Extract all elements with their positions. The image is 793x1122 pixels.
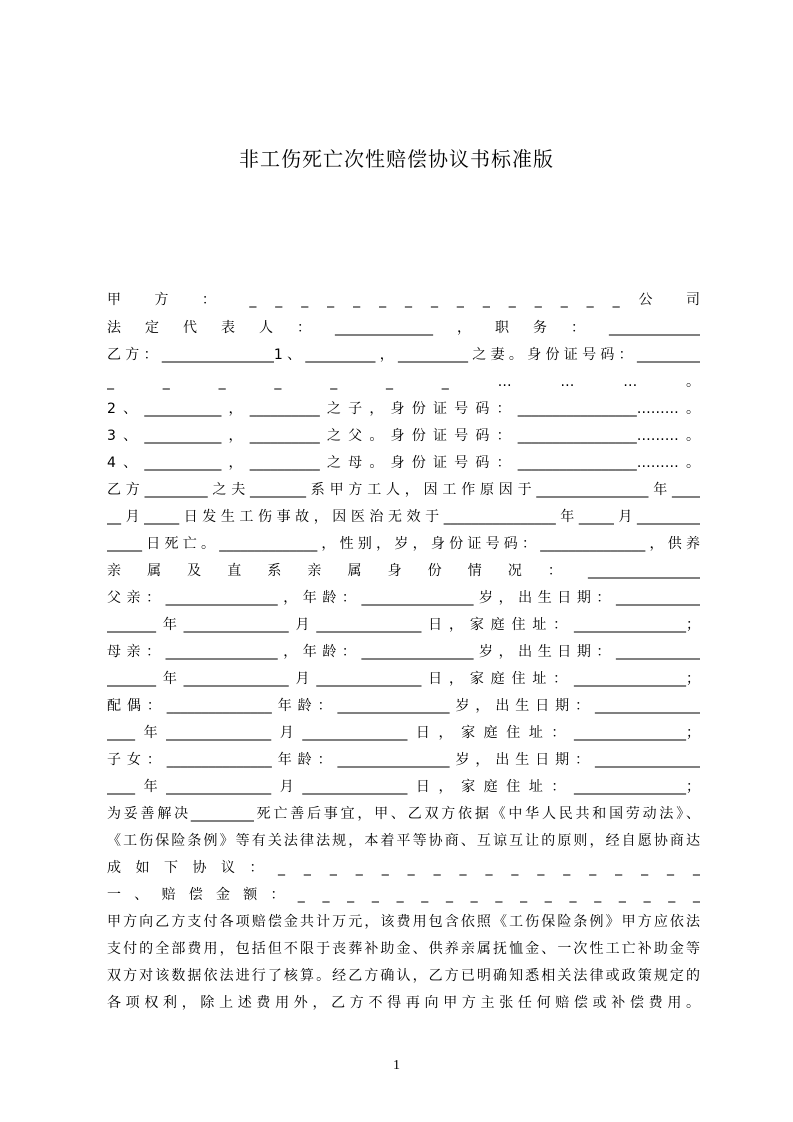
incident-line-1: 乙方_________之夫________系甲方工人，因工作原因于________________年____ xyxy=(107,482,700,498)
compensation-amount-heading: 一、赔偿金额：_ _ _ _ _ _ _ _ _ _ _ _ _ _ _ _ _ xyxy=(107,887,700,903)
compensation-text-line-1: 甲方向乙方支付各项赔偿金共计万元，该费用包含依照《工伤保险条例》甲方应依法 xyxy=(107,914,700,930)
legal-representative-line: 法定代表人：______________，职务：_____________ xyxy=(107,320,700,336)
mother-line: 母亲：________________，年龄：________________岁，出生日期：____________ xyxy=(107,644,700,660)
party-b-member-2-line: 2、___________，__________之子，身份证号码：_________________………。 xyxy=(107,401,700,417)
party-b-member-4-line: 4、___________，__________之母。身份证号码：_________________………。 xyxy=(107,455,700,471)
spouse-address-line: ____年_______________月_______________日，家庭住址：________________； xyxy=(107,725,700,741)
compensation-text-line-3: 双方对该数据依法进行了核算。经乙方确认，乙方已明确知悉相关法律或政策规定的 xyxy=(107,968,700,984)
incident-line-2: __月_____日发生工伤事故，因医治无效于________________年_____月_________ xyxy=(107,509,700,525)
party-b-line: 乙方：________________1、__________，__________之妻。身份证号码：_________ xyxy=(107,347,700,363)
children-line: 子女：_______________年龄：________________岁，出生日期：_______________ xyxy=(107,752,700,768)
party-b-continuation-line: _ _ _ _ _ _ _ … … … 。 xyxy=(107,374,700,390)
compensation-text-line-2: 支付的全部费用，包括但不限于丧葬补助金、供养亲属抚恤金、一次性工亡补助金等 xyxy=(107,941,700,957)
spouse-line: 配偶：_______________年龄：________________岁，出生日期：_______________ xyxy=(107,698,700,714)
party-a-line: 甲 方 ： _ _ _ _ _ _ _ _ _ _ _ _ _ _ _ 公 司 xyxy=(107,292,700,308)
dependents-heading-line: 亲属及直系亲属身份情况：________________ xyxy=(107,563,700,579)
agreement-basis-line-2: 《工伤保险条例》等有关法律法规，本着平等协商、互谅互让的原则，经自愿协商达 xyxy=(107,833,700,849)
agreement-basis-line-1: 为妥善解决_________死亡善后事宜，甲、乙双方依据《中华人民共和国劳动法》、 xyxy=(107,806,700,822)
page-number: 1 xyxy=(393,1058,400,1073)
agreement-heading-line: 成如下协议：_ _ _ _ _ _ _ _ _ _ _ _ _ _ _ _ _ xyxy=(107,860,700,876)
compensation-text-line-4: 各项权利，除上述费用外，乙方不得再向甲方主张任何赔偿或补偿费用。 xyxy=(107,995,700,1011)
father-address-line: _______年_______________月_______________日，家庭住址：________________； xyxy=(107,617,700,633)
mother-address-line: _______年_______________月_______________日，家庭住址：________________； xyxy=(107,671,700,687)
party-b-member-3-line: 3、___________，__________之父。身份证号码：_________________………。 xyxy=(107,428,700,444)
document-title: 非工伤死亡次性赔偿协议书标准版 xyxy=(239,147,554,171)
incident-line-3: _____日死亡。______________，性别，岁，身份证号码：_______________，供养 xyxy=(107,536,700,552)
children-address-line: ____年_______________月_______________日，家庭住址：________________； xyxy=(107,779,700,795)
father-line: 父亲：________________，年龄：________________岁，出生日期：____________ xyxy=(107,590,700,606)
